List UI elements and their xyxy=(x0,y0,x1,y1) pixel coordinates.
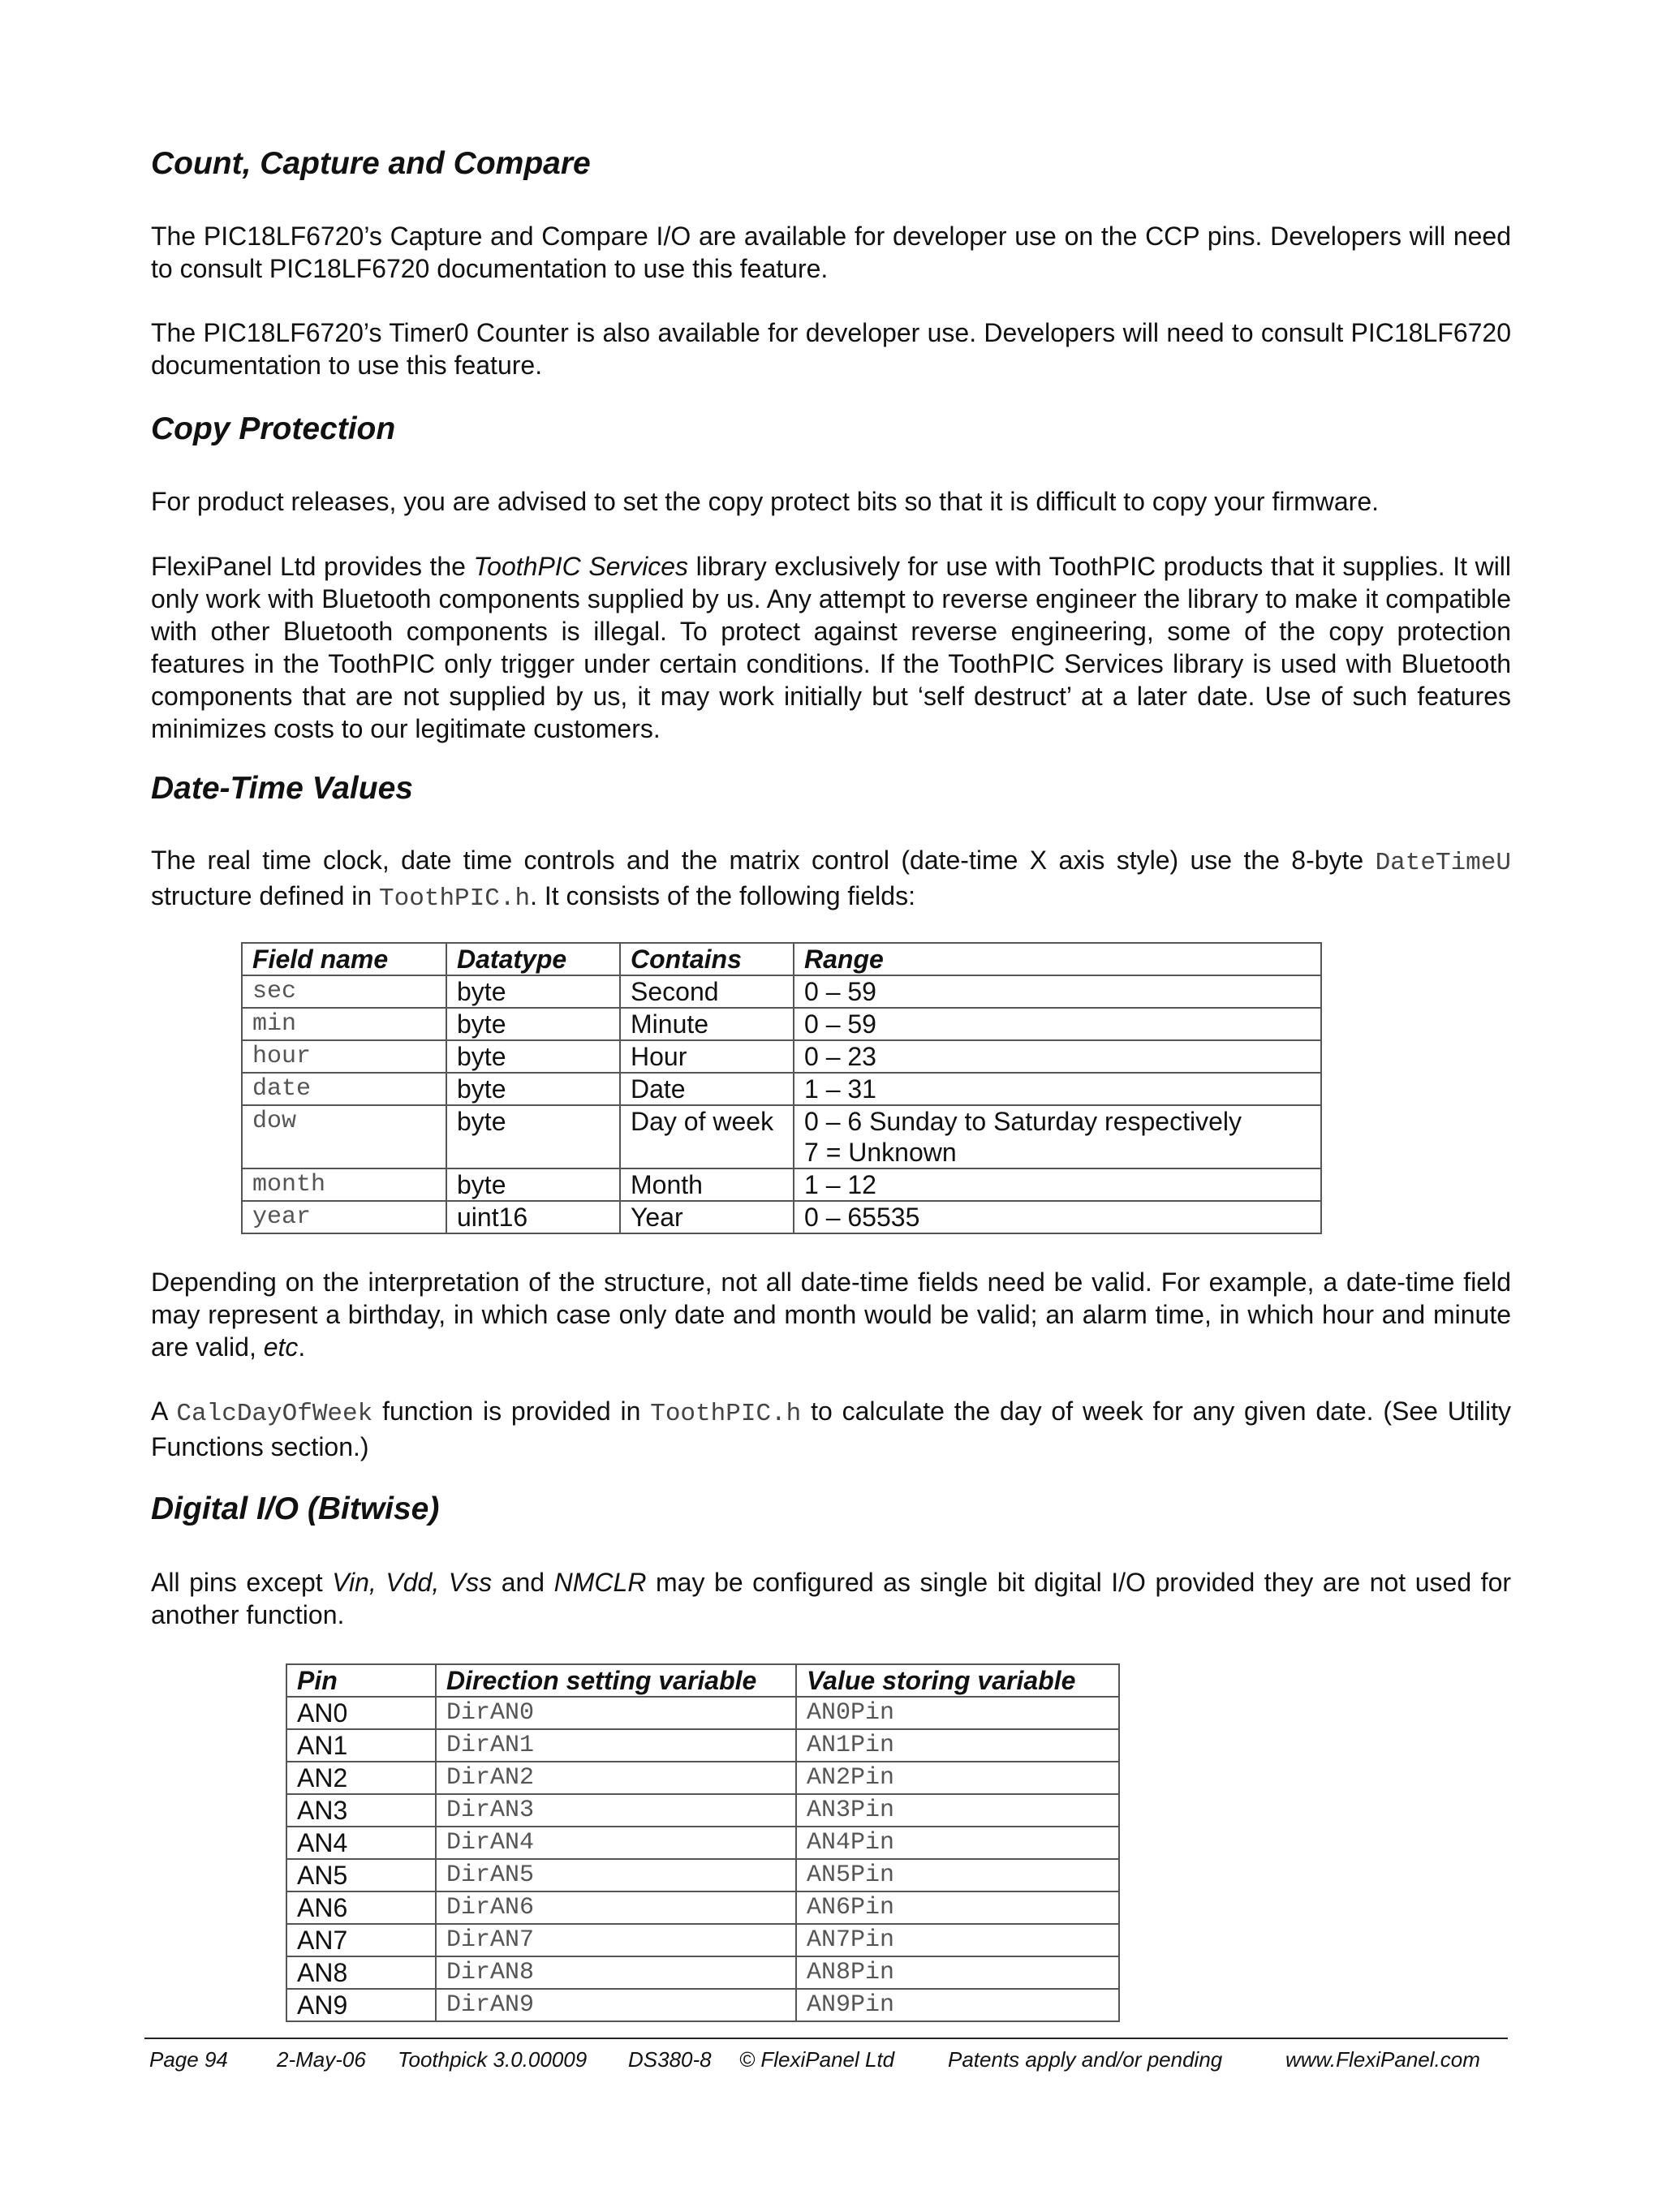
table-cell: 1 – 31 xyxy=(794,1073,1321,1105)
table-row xyxy=(286,1891,1119,1924)
table-row xyxy=(242,1105,1321,1168)
table-cell: AN2Pin xyxy=(796,1762,1119,1794)
table-cell: AN9 xyxy=(286,1989,436,2021)
table-cell: 0 – 59 xyxy=(794,1008,1321,1040)
column-header: Direction setting variable xyxy=(436,1664,796,1697)
paragraph-ccc-1: The PIC18LF6720’s Capture and Compare I/O are available for developer use on the CCP pins. Developers will need to consult PIC18LF6720 documentation to use this feature. xyxy=(151,222,1511,283)
table-cell: Minute xyxy=(620,1008,794,1040)
table-cell: byte xyxy=(446,975,620,1008)
footer-website: www.FlexiPanel.com xyxy=(1285,2047,1480,2072)
table-cell: DirAN6 xyxy=(436,1891,796,1924)
column-header: Range xyxy=(794,943,1321,975)
table-cell: AN1Pin xyxy=(796,1729,1119,1762)
table-row xyxy=(242,1168,1321,1201)
range-line: 0 – 6 Sunday to Saturday respectively xyxy=(804,1107,1242,1136)
paragraph-datetime-3: A CalcDayOfWeek function is provided in ToothPIC.h to calculate the day of week for any given date. (See Utility Functions section.) xyxy=(151,1396,1512,1461)
table-header-row xyxy=(286,1664,1119,1697)
table-cell: AN6 xyxy=(286,1891,436,1924)
footer-copyright: © FlexiPanel Ltd xyxy=(739,2047,895,2072)
column-header: Field name xyxy=(242,943,446,975)
table-cell: byte xyxy=(446,1040,620,1073)
table-cell: AN7 xyxy=(286,1924,436,1956)
footer-product: Toothpick 3.0.00009 xyxy=(398,2047,588,2072)
column-header: Contains xyxy=(620,943,794,975)
table-header-row xyxy=(242,943,1321,975)
table-cell: AN0 xyxy=(286,1697,436,1729)
column-header: Pin xyxy=(286,1664,436,1697)
table-row xyxy=(242,1008,1321,1040)
table-cell: DirAN3 xyxy=(436,1794,796,1827)
table-row xyxy=(286,1956,1119,1989)
table-cell: 0 – 65535 xyxy=(794,1201,1321,1233)
table-cell: AN2 xyxy=(286,1762,436,1794)
page-footer xyxy=(144,2038,1508,2072)
table-cell: Hour xyxy=(620,1040,794,1073)
table-row xyxy=(286,1762,1119,1794)
table-cell: byte xyxy=(446,1008,620,1040)
paragraph-copy-1: For product releases, you are advised to set the copy protect bits so that it is difficult to copy your firmware. xyxy=(151,487,1379,516)
table-cell: AN4Pin xyxy=(796,1827,1119,1859)
column-header: Datatype xyxy=(446,943,620,975)
table-row xyxy=(286,1794,1119,1827)
table-cell: DirAN8 xyxy=(436,1956,796,1989)
footer-patents: Patents apply and/or pending xyxy=(948,2047,1223,2072)
table-cell: AN5 xyxy=(286,1859,436,1891)
table-cell: Month xyxy=(620,1168,794,1201)
heading-date-time-values: Date-Time Values xyxy=(151,771,413,806)
table-cell: DirAN4 xyxy=(436,1827,796,1859)
table-cell: Second xyxy=(620,975,794,1008)
table-cell xyxy=(794,1105,1321,1168)
paragraph-datetime-2: Depending on the interpretation of the structure, not all date-time fields need be valid. For example, a date-time field may represent a birthday, in which case only date and month would be valid; an alarm time, in which hour and minute are valid, etc. xyxy=(151,1267,1511,1362)
table-cell: hour xyxy=(242,1040,446,1073)
table-row xyxy=(286,1989,1119,2021)
table-cell: DirAN7 xyxy=(436,1924,796,1956)
table-cell: Year xyxy=(620,1201,794,1233)
table-cell: AN6Pin xyxy=(796,1891,1119,1924)
table-row xyxy=(286,1859,1119,1891)
table-cell: DirAN1 xyxy=(436,1729,796,1762)
table-cell: AN8 xyxy=(286,1956,436,1989)
column-header: Value storing variable xyxy=(796,1664,1119,1697)
table-cell: AN1 xyxy=(286,1729,436,1762)
table-row xyxy=(286,1697,1119,1729)
table-cell: DirAN5 xyxy=(436,1859,796,1891)
table-row xyxy=(242,1073,1321,1105)
table-row xyxy=(242,1040,1321,1073)
table-cell: byte xyxy=(446,1168,620,1201)
table-cell: AN8Pin xyxy=(796,1956,1119,1989)
table-cell: 1 – 12 xyxy=(794,1168,1321,1201)
paragraph-datetime-1: The real time clock, date time controls and the matrix control (date-time X axis style) use the 8-byte DateTimeU structure defined in ToothPIC.h. It consists of the following fields: xyxy=(151,846,1511,913)
digital-io-table xyxy=(286,1663,1120,2022)
table-row xyxy=(286,1729,1119,1762)
heading-digital-io: Digital I/O (Bitwise) xyxy=(151,1491,440,1526)
table-cell: DirAN2 xyxy=(436,1762,796,1794)
table-cell: year xyxy=(242,1201,446,1233)
table-cell: uint16 xyxy=(446,1201,620,1233)
table-cell: 0 – 23 xyxy=(794,1040,1321,1073)
table-cell: min xyxy=(242,1008,446,1040)
table-cell: date xyxy=(242,1073,446,1105)
table-cell: AN3 xyxy=(286,1794,436,1827)
paragraph-ccc-2: The PIC18LF6720’s Timer0 Counter is also available for developer use. Developers will need to consult PIC18LF6720 documentation to use this feature. xyxy=(151,318,1511,380)
table-cell: month xyxy=(242,1168,446,1201)
table-row xyxy=(242,1201,1321,1233)
footer-page-number: Page 94 xyxy=(149,2047,228,2072)
table-cell: Date xyxy=(620,1073,794,1105)
footer-date: 2-May-06 xyxy=(277,2047,366,2072)
table-cell: AN7Pin xyxy=(796,1924,1119,1956)
footer-doc-id: DS380-8 xyxy=(628,2047,712,2072)
table-cell: AN5Pin xyxy=(796,1859,1119,1891)
table-cell: AN0Pin xyxy=(796,1697,1119,1729)
table-cell: AN9Pin xyxy=(796,1989,1119,2021)
table-row xyxy=(286,1924,1119,1956)
table-cell: AN3Pin xyxy=(796,1794,1119,1827)
heading-count-capture-compare: Count, Capture and Compare xyxy=(151,146,591,181)
table-cell: DirAN0 xyxy=(436,1697,796,1729)
table-cell: AN4 xyxy=(286,1827,436,1859)
heading-copy-protection: Copy Protection xyxy=(151,411,396,446)
table-cell: byte xyxy=(446,1105,620,1168)
datetime-fields-table xyxy=(241,942,1322,1234)
table-cell: Day of week xyxy=(620,1105,794,1168)
table-row xyxy=(242,975,1321,1008)
table-cell: dow xyxy=(242,1105,446,1168)
table-cell: DirAN9 xyxy=(436,1989,796,2021)
range-line: 7 = Unknown xyxy=(804,1138,957,1167)
table-cell: byte xyxy=(446,1073,620,1105)
table-cell: 0 – 59 xyxy=(794,975,1321,1008)
paragraph-digital-1: All pins except Vin, Vdd, Vss and NMCLR may be configured as single bit digital I/O provided they are not used for another function. xyxy=(151,1568,1512,1629)
table-row xyxy=(286,1827,1119,1859)
table-cell: sec xyxy=(242,975,446,1008)
paragraph-copy-2: FlexiPanel Ltd provides the ToothPIC Services library exclusively for use with ToothPIC products that it supplies. It will only work with Bluetooth components supplied by us. Any attempt to reverse engineer the library to make it compatible with other Bluetooth components is illegal. To protect against reverse engineering, some of the copy protection features in the ToothPIC only trigger under certain conditions. If the ToothPIC Services library is used with Bluetooth components that are not supplied by us, it may work initially but ‘self destruct’ at a later date. Use of such features minimizes costs to our legitimate customers. xyxy=(151,552,1512,743)
